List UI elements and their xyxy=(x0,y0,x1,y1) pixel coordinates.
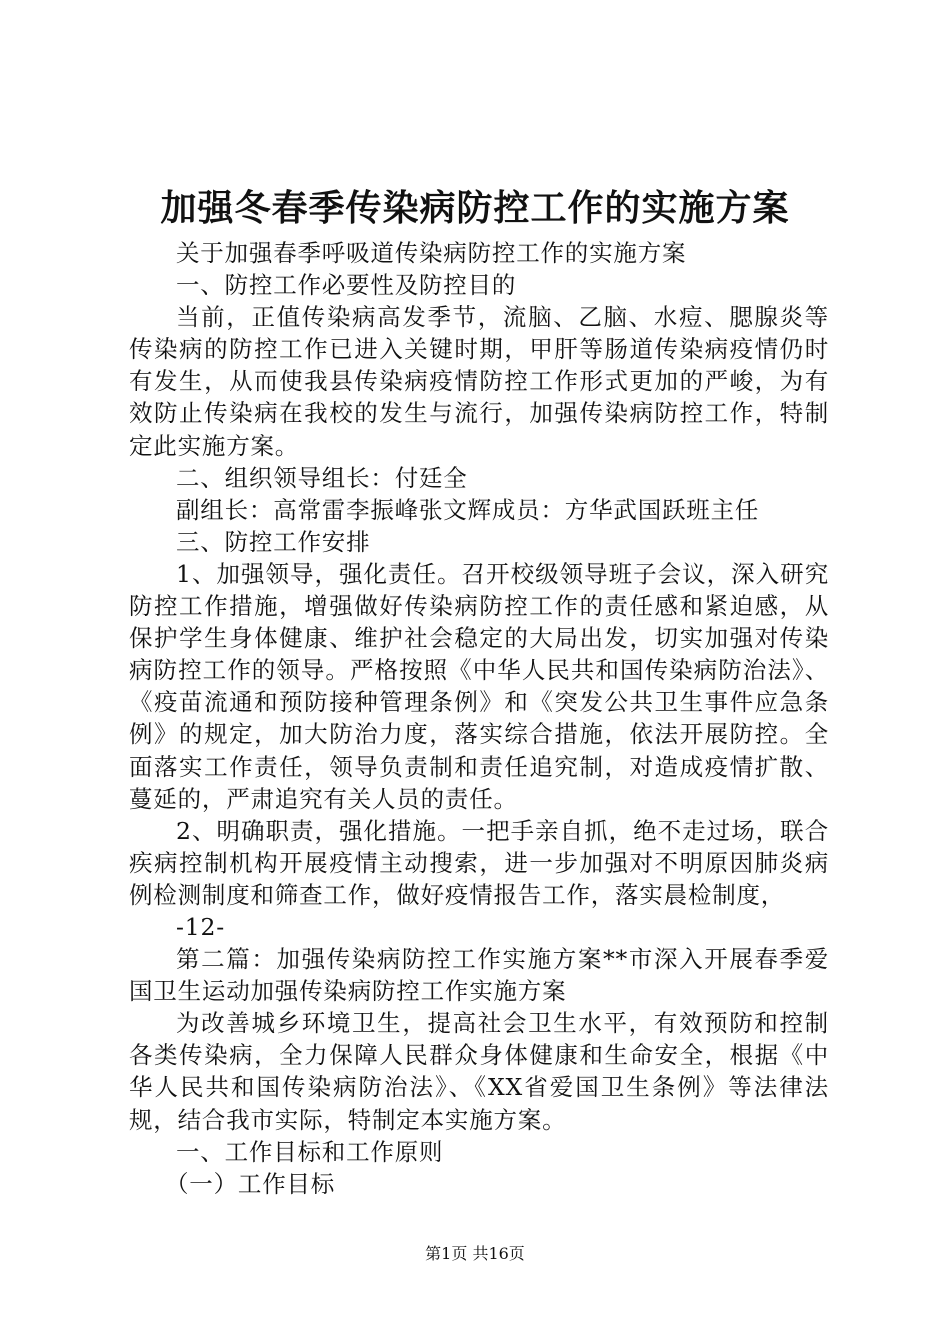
inline-page-number: -12- xyxy=(176,912,225,941)
section-heading-1: 一、防控工作必要性及防控目的 xyxy=(176,271,517,300)
subtitle-paragraph: 关于加强春季呼吸道传染病防控工作的实施方案 xyxy=(176,239,687,267)
section-heading-goals: 一、工作目标和工作原则 xyxy=(176,1137,444,1166)
document-title: 加强冬春季传染病防控工作的实施方案 xyxy=(160,187,790,229)
body-paragraph-purpose: 为改善城乡环境卫生，提高社会卫生水平，有效预防和控制各类传染病，全力保障人民群众身体健康和生命安全，根据《中华人民共和国传染病防治法》、《XX省爱国卫生条例》等法律法规，结合我市实际，特制定本实施方案。 xyxy=(129,1009,829,1134)
chapter-two-heading: 第二篇：加强传染病防控工作实施方案**市深入开展春季爱国卫生运动加强传染病防控工作实施方案 xyxy=(129,945,829,1006)
document-body xyxy=(129,237,829,1200)
body-paragraph-background: 当前，正值传染病高发季节，流脑、乙脑、水痘、腮腺炎等传染病的防控工作已进入关键时期，甲肝等肠道传染病疫情仍时有发生，从而使我县传染病疫情防控工作形式更加的严峻，为有效防止传染病在我校的发生与流行，加强传染病防控工作，特制定此实施方案。 xyxy=(129,303,829,460)
section-heading-3: 三、防控工作安排 xyxy=(176,527,371,556)
section-heading-2: 二、组织领导组长：付廷全 xyxy=(176,463,468,492)
body-paragraph-leadership: 1、加强领导，强化责任。召开校级领导班子会议，深入研究防控工作措施，增强做好传染病防控工作的责任感和紧迫感，从保护学生身体健康、维护社会稳定的大局出发，切实加强对传染病防控工作的领导。严格按照《中华人民共和国传染病防治法》、《疫苗流通和预防接种管理条例》和《突发公共卫生事件应急条例》的规定，加大防治力度，落实综合措施，依法开展防控。全面落实工作责任，领导负责制和责任追究制，对造成疫情扩散、蔓延的，严肃追究有关人员的责任。 xyxy=(129,559,829,813)
body-paragraph-members: 副组长：高常雷李振峰张文辉成员：方华武国跃班主任 xyxy=(176,495,760,524)
subsection-heading-goals: （一）工作目标 xyxy=(165,1169,336,1198)
body-paragraph-measures: 2、明确职责，强化措施。一把手亲自抓，绝不走过场，联合疾病控制机构开展疫情主动搜索，进一步加强对不明原因肺炎病例检测制度和筛查工作，做好疫情报告工作，落实晨检制度， xyxy=(129,816,829,909)
page-footer: 第1页 共16页 xyxy=(425,1244,525,1263)
